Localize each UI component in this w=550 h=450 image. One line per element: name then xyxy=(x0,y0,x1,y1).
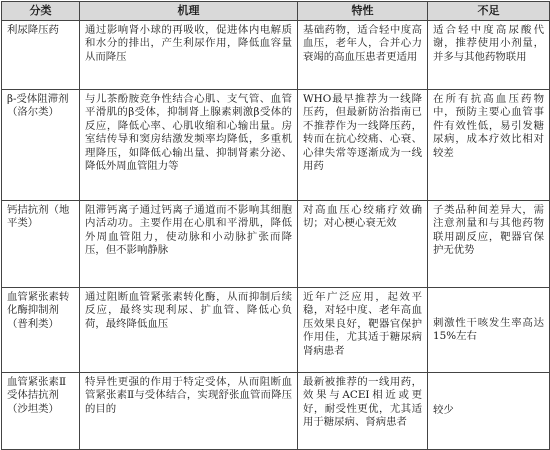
mechanism-cell: 通过影响肾小球的再吸收，促进体内电解质和水分的排出，产生利尿作用，降低血容量从而降压 xyxy=(80,21,298,90)
features-cell: 近年广泛应用，起效平稳，对轻中度、老年高血压效果良好，靶器官保护作用佳，尤其适于糖尿病肾病患者 xyxy=(298,288,428,373)
table-header-row xyxy=(2,2,550,21)
features-cell: 基础药物，适合轻中度高血压，老年人，合并心力衰竭的高血压患者更适用 xyxy=(298,21,428,90)
mechanism-cell: 通过阻断血管紧张素转化酶，从而抑制后续反应，最终实现利尿、扩血管、降低心负荷，最终降低血压 xyxy=(80,288,298,373)
drawbacks-cell: 刺激性干咳发生率高达15%左右 xyxy=(428,288,550,373)
mechanism-cell: 与儿茶酚胺竞争性结合心肌、支气管、血管平滑肌的β受体，抑制肾上腺素刺激β受体的反应，降低心率、心肌收缩和心输出量。房室结传导和窦房结激发频率均降低，多重机理降压，如降低心输出量、抑制肾素分泌、降低外周血管阻力等 xyxy=(80,90,298,201)
drawbacks-cell: 较少 xyxy=(428,373,550,450)
category-cell: 利尿降压药 xyxy=(2,21,80,90)
category-cell: β-受体阻滞剂（洛尔类） xyxy=(2,90,80,201)
header-category: 分类 xyxy=(2,2,80,21)
features-cell: 最新被推荐的一线用药，效果与ACEI相近或更好，耐受性更优，尤其适用于糖尿病、肾病患者 xyxy=(298,373,428,450)
mechanism-cell: 特异性更强的作用于特定受体，从而阻断血管紧张素Ⅱ与受体结合，实现舒张血管而降压的目的 xyxy=(80,373,298,450)
category-cell: 钙拮抗剂（地平类） xyxy=(2,201,80,288)
header-mechanism: 机理 xyxy=(80,2,298,21)
drawbacks-cell: 在所有抗高血压药物中，预防主要心血管事件有效性低，易引发糖尿病，成本疗效比相对较差 xyxy=(428,90,550,201)
drawbacks-cell: 适合轻中度高尿酸代谢，推荐使用小剂量，并多与其他药物联用 xyxy=(428,21,550,90)
header-features: 特性 xyxy=(298,2,428,21)
category-cell: 血管紧张素Ⅱ受体拮抗剂（沙坦类） xyxy=(2,373,80,450)
drug-comparison-table xyxy=(1,1,550,450)
drawbacks-cell: 子类品种间差异大，需注意剂量和与其他药物联用副反应，靶器官保护无优势 xyxy=(428,201,550,288)
table-row xyxy=(2,373,550,450)
features-cell: 对高血压心绞痛疗效确切；对心梗心衰无效 xyxy=(298,201,428,288)
table-row xyxy=(2,288,550,373)
table-row xyxy=(2,21,550,90)
category-cell: 血管紧张素转化酶抑制剂（普利类） xyxy=(2,288,80,373)
header-drawbacks: 不足 xyxy=(428,2,550,21)
mechanism-cell: 阻滞钙离子通过钙离子通道而不影响其细胞内活动功。主要作用在心肌和平滑肌，降低外周血管阻力，使动脉和小动脉扩张而降压，但不影响静脉 xyxy=(80,201,298,288)
table-row xyxy=(2,201,550,288)
features-cell: WHO最早推荐为一线降压药，但最新防治指南已不推荐作为一线降压药，转而在抗心绞痛、心衰、心律失常等逐渐成为一线用药 xyxy=(298,90,428,201)
table-row xyxy=(2,90,550,201)
